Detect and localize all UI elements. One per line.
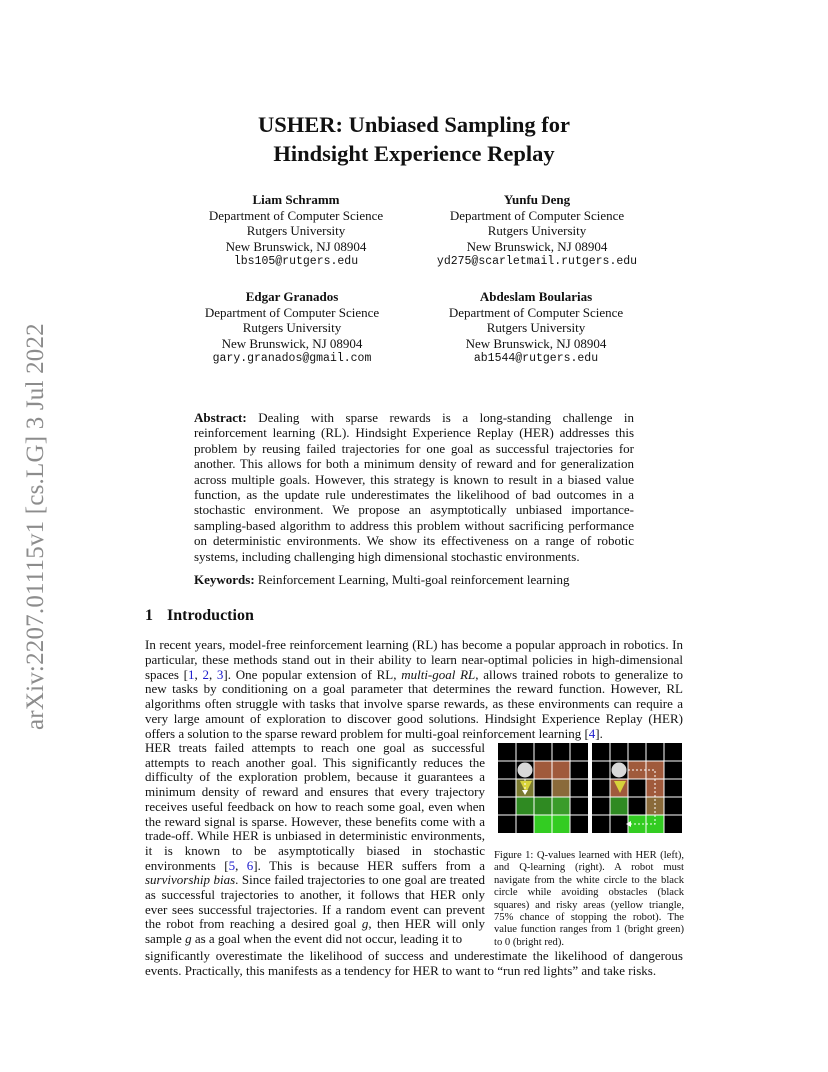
author-block-2 (402, 192, 672, 270)
grid-cell-bright-green (552, 815, 570, 833)
citation-link[interactable]: 1 (187, 666, 195, 682)
abstract-label: Abstract: (194, 410, 247, 425)
author-name: Liam Schramm (252, 192, 340, 207)
grid-cell-red (534, 761, 552, 779)
keywords (194, 572, 634, 588)
author-department: Department of Computer Science (204, 304, 380, 320)
arxiv-identifier: arXiv:2207.01115v1 [cs.LG] 3 Jul 2022 (22, 323, 49, 730)
author-email[interactable]: lbs105@rutgers.edu (233, 255, 359, 268)
section-title: Introduction (167, 607, 254, 624)
author-department: Department of Computer Science (448, 304, 624, 320)
author-department: Department of Computer Science (449, 207, 625, 223)
citation-link[interactable]: 5 (228, 857, 236, 873)
grid-cell-green (534, 797, 552, 815)
author-email[interactable]: ab1544@rutgers.edu (473, 352, 599, 365)
q-learning-q-value-grid (592, 743, 682, 833)
author-email[interactable]: gary.granados@gmail.com (212, 352, 372, 365)
intro-paragraph-1: In recent years, model-free reinforcement learning (RL) has become a popular approach in robotics. In particular, these methods stand out in their ability to learn near-optimal policies in high-dimensional spaces [1, 2, 3]. One popular extension of RL, multi-goal RL, allows trained robots to generalize to new tasks by conditioning on a goal parameter that determines the reward function. However, RL algorithms often struggle with tasks that involve sparse rewards, as these environments can require a very large amount of exploration to discover good solutions. Hindsight Experience Replay (HER) offers a solution to the sparse reward problem for multi-goal reinforcement learning [4]. (145, 637, 683, 741)
goal-circle (612, 817, 627, 832)
grid-cell-green (610, 797, 628, 815)
author-university: Rutgers University (487, 223, 587, 238)
author-block-1 (166, 192, 426, 270)
start-circle (518, 763, 533, 778)
author-city: New Brunswick, NJ 08904 (465, 335, 607, 351)
author-city: New Brunswick, NJ 08904 (225, 238, 367, 254)
author-city: New Brunswick, NJ 08904 (466, 238, 608, 254)
author-university: Rutgers University (242, 320, 342, 335)
keywords-text: Reinforcement Learning, Multi-goal reinforcement learning (257, 572, 570, 587)
author-name: Edgar Granados (245, 289, 339, 304)
author-block-3 (162, 289, 422, 367)
citation-link[interactable]: 6 (246, 857, 254, 873)
title-line-1: USHER: Unbiased Sampling for (258, 112, 570, 137)
grid-cell-bright-green (534, 815, 552, 833)
author-university: Rutgers University (246, 223, 346, 238)
citation-link[interactable]: 4 (588, 725, 596, 741)
intro-paragraph-2-continued: significantly overestimate the likelihood of success and underestimate the likelihood of dangerous events. Practically, this manifests as a tendency for HER to want to “run red lights” and take risks. (145, 948, 683, 978)
section-number: 1 (145, 607, 153, 624)
goal-circle (518, 817, 533, 832)
author-university: Rutgers University (486, 320, 586, 335)
her-q-value-grid (498, 743, 588, 833)
paper-title (0, 110, 828, 168)
citation-link[interactable]: 2 (202, 666, 209, 682)
author-department: Department of Computer Science (208, 207, 384, 223)
keywords-label: Keywords: (194, 572, 255, 587)
grid-cell-red (552, 779, 570, 797)
grid-cell-red (552, 761, 570, 779)
author-city: New Brunswick, NJ 08904 (221, 335, 363, 351)
abstract-text: Dealing with sparse rewards is a long-standing challenge in reinforcement learning (RL). Hindsight Experience Replay (HER) addresses this problem by reusing failed trajectories for one goal as successful trajectories for another. This allows for both a minimum density of reward and for generalization across multiple goals. However, this strategy is known to result in a biased value function, as the update rule underestimates the likelihood of bad outcomes in a stochastic environment. We propose an asymptotically unbiased importance-sampling-based algorithm to address this problem without sacrificing performance on deterministic environments. We show its effectiveness on a range of robotic systems, including challenging high dimensional stochastic environments. (194, 410, 635, 564)
title-line-2: Hindsight Experience Replay (273, 141, 555, 166)
citation-link[interactable]: 3 (216, 666, 224, 682)
grid-cell-green (552, 797, 570, 815)
author-name: Abdeslam Boularias (479, 289, 593, 304)
section-heading (145, 607, 254, 625)
intro-paragraph-2: HER treats failed attempts to reach one goal as successful attempts to reach another goal. This significantly reduces the difficulty of the exploration problem, because it guarantees a minimum density of reward and ensures that every trajectory receives useful feedback on how to reach some goal, even when the reward signal is sparse. However, these benefits come with a trade-off. While HER is unbiased in deterministic environments, it is known to be asymptotically biased in stochastic environments [5, 6]. This is because HER suffers from a survivorship bias. Since failed trajectories to one goal are treated as successful trajectories to another, it follows that HER only ever sees successful trajectories. If a random event can prevent the robot from reaching a desired goal g, then HER will only sample g as a goal when the event did not occur, leading it to (145, 740, 485, 947)
abstract (194, 410, 634, 564)
grid-cell-green (516, 797, 534, 815)
figure-1-caption: Figure 1: Q-values learned with HER (left), and Q-learning (right). A robot must navigate from the white circle to the black circle while avoiding obstacles (black squares) and risky areas (yellow triangle, 75% chance of stopping the robot). The value function ranges from 1 (bright green) to 0 (bright red). (494, 850, 684, 948)
author-name: Yunfu Deng (503, 192, 571, 207)
start-circle (612, 763, 627, 778)
author-email[interactable]: yd275@scarletmail.rutgers.edu (436, 255, 638, 268)
author-block-4 (406, 289, 666, 367)
